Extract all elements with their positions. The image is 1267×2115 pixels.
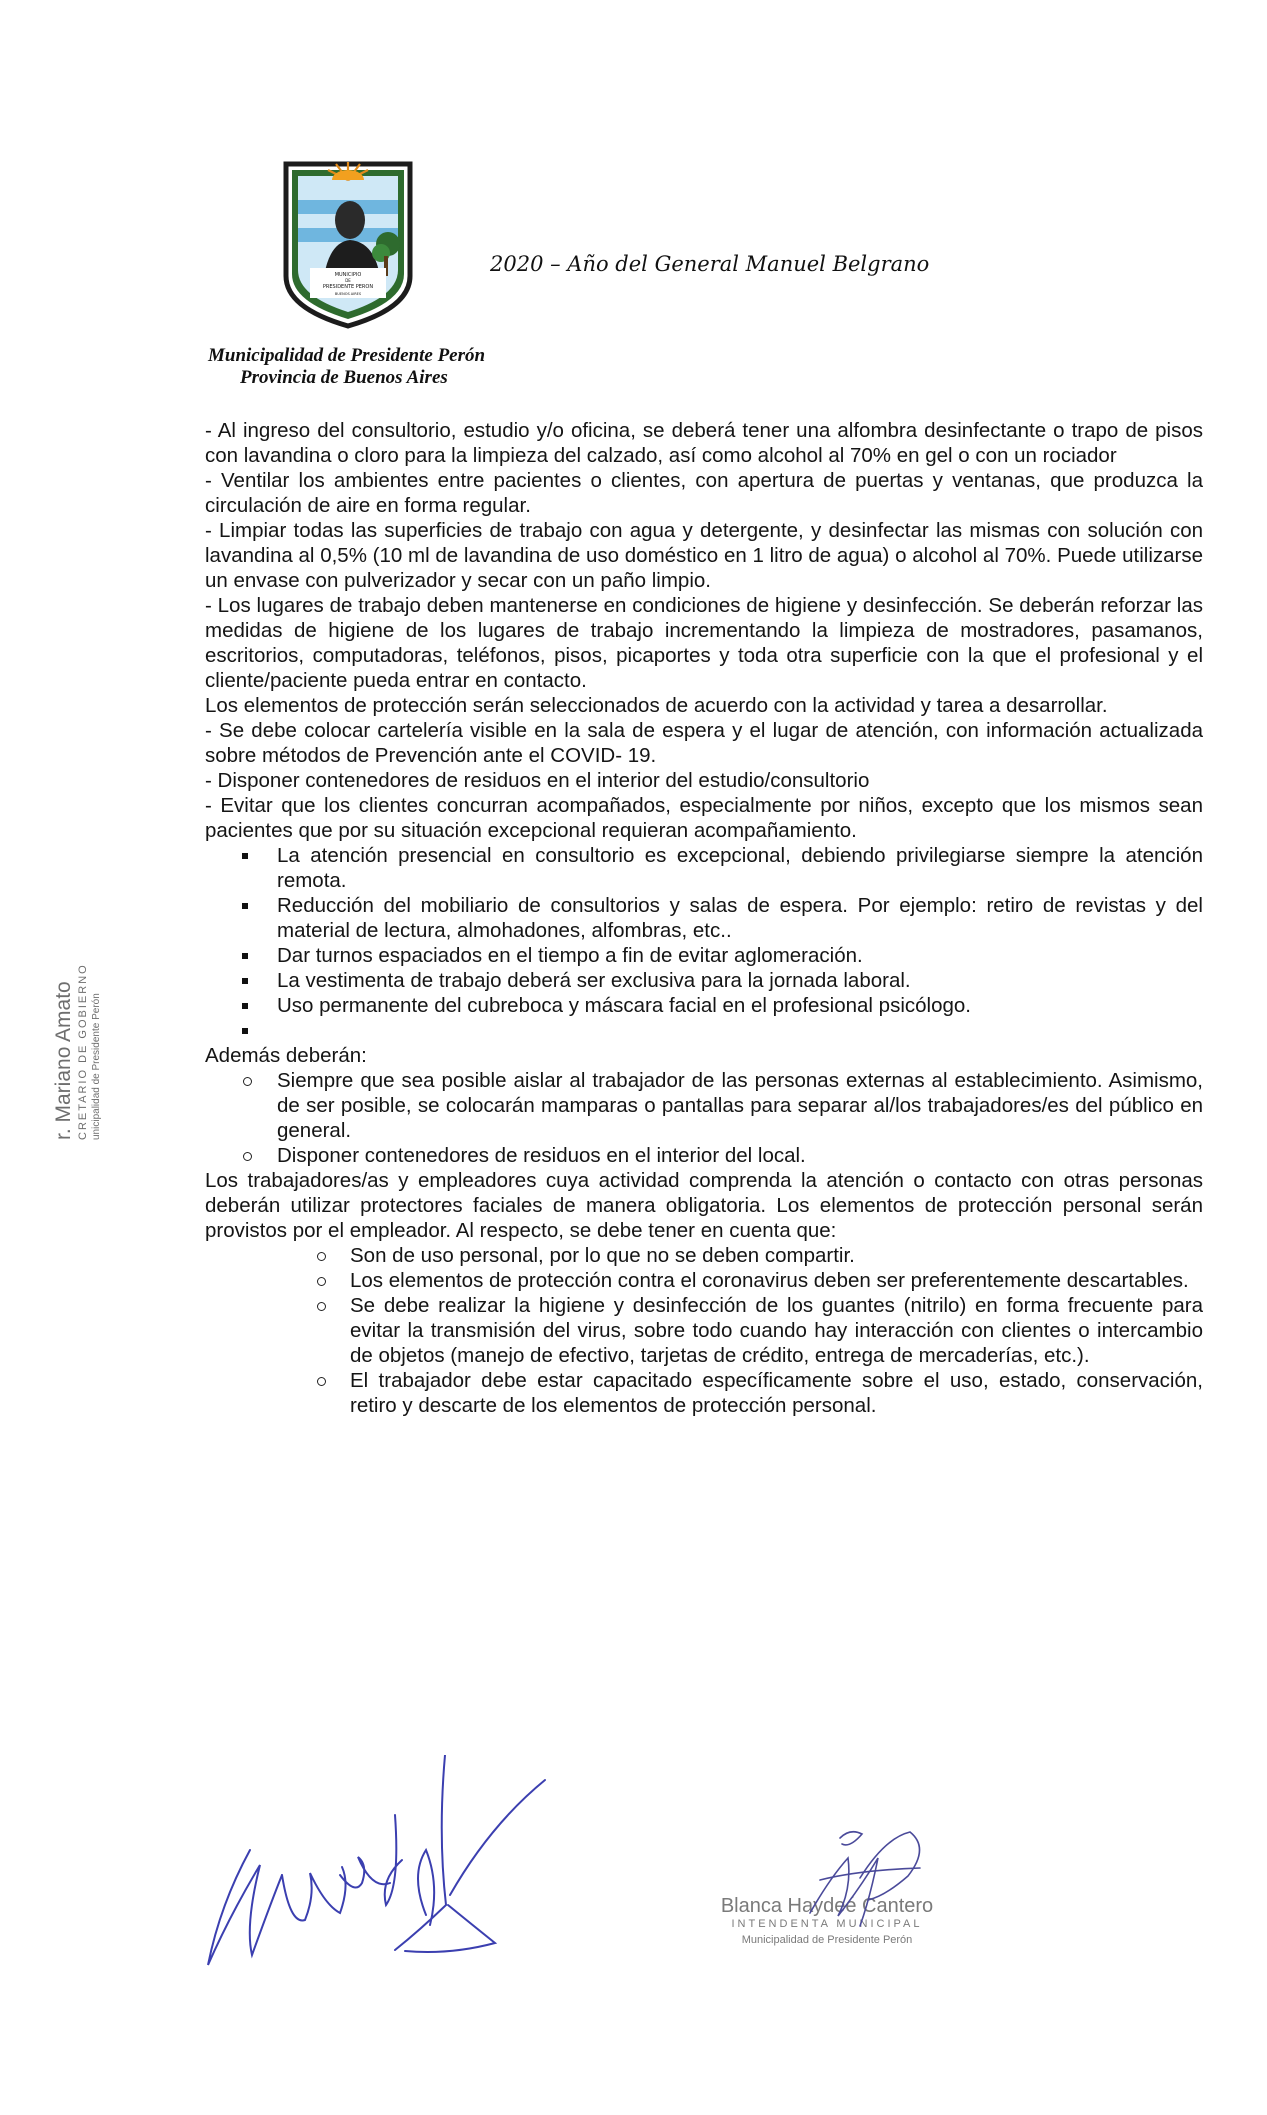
circle-bullet-icon [243,1152,252,1161]
circle-bullet-icon [317,1277,326,1286]
list-item: La atención presencial en consultorio es excepcional, debiendo privilegiarse siempre la atención remota. [205,843,1203,893]
list-item: Siempre que sea posible aislar al trabajador de las personas externas al establecimiento. Asimismo, de ser posible, se colocarán mamparas o pantallas para separar al/los trabajadores/es del público en general. [205,1068,1203,1143]
document-body [205,418,1203,1418]
square-bullet-icon [242,1028,248,1034]
paragraph: - Los lugares de trabajo deben mantenerse en condiciones de higiene y desinfección. Se deberán reforzar las medidas de higiene de los lugares de trabajo incrementando la limpieza de mostradores, pasamanos, escritorios, computadoras, teléfonos, pisos, picaportes y toda otra superficie con la que el profesional y el cliente/paciente pueda entrar en contacto. [205,594,1203,692]
right-signature [790,1818,940,1938]
paragraph: - Limpiar todas las superficies de trabajo con agua y detergente, y desinfectar las mismas con solución con lavandina al 0,5% (10 ml de lavandina de uso doméstico en 1 litro de agua) o alcohol al 70%. Puede utilizarse un envase con pulverizador y secar con un paño limpio. [205,519,1203,592]
list-item: Los elementos de protección contra el coronavirus deben ser preferentemente descartables. [205,1268,1203,1293]
list-item: Son de uso personal, por lo que no se deben compartir. [205,1243,1203,1268]
province-name: Provincia de Buenos Aires [240,367,448,388]
mayor-stamp-name: Blanca Haydeé Cantero [720,1895,934,1917]
square-bullet-icon [242,853,248,859]
ademas-heading: Además deberán: [205,1044,367,1067]
list-item: La vestimenta de trabajo deberá ser exclusiva para la jornada laboral. [205,968,1203,993]
paragraph: - Ventilar los ambientes entre pacientes o clientes, con apertura de puertas y ventanas, que produzca la circulación de aire en forma regular. [205,469,1203,517]
svg-text:BUENOS AIRES: BUENOS AIRES [334,292,362,296]
paragraph: - Se debe colocar cartelería visible en la sala de espera y el lugar de atención, con información actualizada sobre métodos de Prevención ante el COVID- 19. [205,719,1203,767]
circle-bullet-icon [243,1077,252,1086]
side-stamp-name: r. Mariano Amato [52,981,75,1140]
ppe-circle-bullet-list [205,1243,1203,1418]
circle-bullet-list [205,1068,1203,1168]
side-stamp-municipality: unicipalidad de Presidente Perón [91,993,102,1140]
paragraph: - Evitar que los clientes concurran acompañados, especialmente por niños, excepto que los mismos sean pacientes que por su situación excepcional requieran acompañamiento. [205,794,1203,842]
year-motto: 2020 – Año del General Manuel Belgrano [490,252,930,276]
square-bullet-icon [242,1003,248,1009]
square-bullet-icon [242,903,248,909]
side-stamp [52,880,122,1140]
square-bullet-list [205,843,1203,1043]
list-item: El trabajador debe estar capacitado específicamente sobre el uso, estado, conservación, retiro y descarte de los elementos de protección personal. [205,1368,1203,1418]
paragraph: Los trabajadores/as y empleadores cuya actividad comprenda la atención o contacto con otras personas deberán utilizar protectores faciales de manera obligatoria. Los elementos de protección personal serán provistos por el empleador. Al respecto, se debe tener en cuenta que: [205,1169,1203,1242]
municipality-name: Municipalidad de Presidente Perón [208,345,486,366]
municipal-crest-logo [280,158,416,330]
circle-bullet-icon [317,1302,326,1311]
svg-text:PRESIDENTE PERON: PRESIDENTE PERON [322,284,374,290]
mayor-stamp-role: INTENDENTA MUNICIPAL [731,1918,923,1930]
circle-bullet-icon [317,1377,326,1386]
mayor-stamp-municipality: Municipalidad de Presidente Perón [741,1934,913,1946]
list-item [205,1018,1203,1043]
circle-bullet-icon [317,1252,326,1261]
list-item: Reducción del mobiliario de consultorios y salas de espera. Por ejemplo: retiro de revistas y del material de lectura, almohadones, alfombras, etc.. [205,893,1203,943]
municipality-header [208,345,485,389]
list-item: Dar turnos espaciados en el tiempo a fin de evitar aglomeración. [205,943,1203,968]
paragraph: Los elementos de protección serán seleccionados de acuerdo con la actividad y tarea a desarrollar. [205,694,1108,717]
side-stamp-role: CRETARIO DE GOBIERNO [77,963,89,1140]
square-bullet-icon [242,978,248,984]
paragraph: - Disponer contenedores de residuos en el interior del estudio/consultorio [205,769,870,792]
list-item: Disponer contenedores de residuos en el interior del local. [205,1143,1203,1168]
left-signature [190,1755,590,1990]
list-item: Se debe realizar la higiene y desinfección de los guantes (nitrilo) en forma frecuente para evitar la transmisión del virus, sobre todo cuando hay interacción con clientes o intercambio de objetos (manejo de efectivo, tarjetas de crédito, entrega de mercaderías, etc.). [205,1293,1203,1368]
svg-text:MUNICIPIO: MUNICIPIO [334,272,362,278]
square-bullet-icon [242,953,248,959]
list-item: Uso permanente del cubreboca y máscara facial en el profesional psicólogo. [205,993,1203,1018]
svg-text:DE: DE [345,278,351,283]
paragraph: - Al ingreso del consultorio, estudio y/o oficina, se deberá tener una alfombra desinfectante o trapo de pisos con lavandina o cloro para la limpieza del calzado, así como alcohol al 70% en gel o con un rociador [205,419,1203,467]
